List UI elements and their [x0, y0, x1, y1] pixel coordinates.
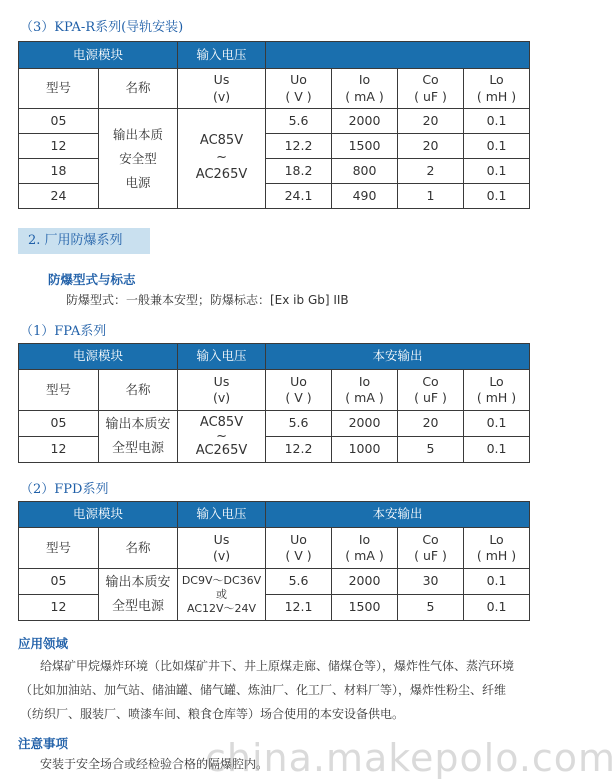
col-uo: Uo ( V ) [266, 528, 332, 569]
cell-model: 24 [19, 184, 99, 209]
cell-uo: 5.6 [266, 569, 332, 595]
cell-lo: 0.1 [464, 184, 530, 209]
col-name: 名称 [99, 69, 178, 109]
cell-name: 输出本质安 全型电源 [99, 569, 178, 621]
col-co: Co ( uF ) [398, 370, 464, 411]
cell-lo: 0.1 [464, 109, 530, 134]
cell-voltage: AC85V ~ AC265V [178, 109, 266, 209]
cell-io: 1500 [332, 595, 398, 621]
cell-model: 05 [19, 411, 99, 437]
cell-voltage: DC9V～DC36V 或 AC12V～24V [178, 569, 266, 621]
kpa-section-title: （3）KPA-R系列(导轨安装) [20, 20, 184, 35]
cell-co: 2 [398, 159, 464, 184]
cell-co: 1 [398, 184, 464, 209]
cell-lo: 0.1 [464, 134, 530, 159]
cell-lo: 0.1 [464, 411, 530, 437]
cell-uo: 12.1 [266, 595, 332, 621]
table-row [19, 184, 530, 209]
col-model: 型号 [19, 69, 99, 109]
fpa-section-title: （1）FPA系列 [20, 324, 107, 339]
cell-voltage: AC85V ~ AC265V [178, 411, 266, 463]
cell-model: 05 [19, 569, 99, 595]
cell-model: 05 [19, 109, 99, 134]
cell-name: 输出本质 安全型 电源 [99, 109, 178, 209]
application-line-1: 给煤矿甲烷爆炸环境（比如煤矿井下、井上原煤走廊、储煤仓等），爆炸性气体、蒸汽环境 [40, 659, 515, 673]
kpa-spec-table [18, 41, 530, 209]
cell-io: 2000 [332, 411, 398, 437]
table-row [19, 569, 530, 595]
application-line-3: （纺织厂、服装厂、喷漆车间、粮食仓库等）场合使用的本安设备供电。 [20, 707, 405, 721]
header-output: 本安输出 [266, 502, 530, 528]
cell-model: 12 [19, 437, 99, 463]
cell-lo: 0.1 [464, 595, 530, 621]
header-power-module: 电源模块 [19, 344, 178, 370]
col-lo: Lo ( mH ) [464, 528, 530, 569]
col-model: 型号 [19, 370, 99, 411]
col-uo: Uo ( V ) [266, 69, 332, 109]
cell-lo: 0.1 [464, 159, 530, 184]
table-row [19, 159, 530, 184]
header-output [266, 42, 530, 69]
cell-uo: 18.2 [266, 159, 332, 184]
header-input-voltage: 输入电压 [178, 42, 266, 69]
cell-model: 12 [19, 134, 99, 159]
cell-co: 20 [398, 134, 464, 159]
cell-uo: 5.6 [266, 411, 332, 437]
col-io: Io ( mA ) [332, 370, 398, 411]
header-power-module: 电源模块 [19, 42, 178, 69]
cell-co: 5 [398, 595, 464, 621]
table-row [19, 411, 530, 437]
cell-co: 20 [398, 411, 464, 437]
fpd-spec-table [18, 501, 530, 621]
col-uo: Uo ( V ) [266, 370, 332, 411]
application-line-2: （比如加油站、加气站、储油罐、储气罐、炼油厂、化工厂、材料厂等），爆炸性粉尘、纤维 [20, 683, 507, 697]
cell-io: 2000 [332, 569, 398, 595]
cell-model: 12 [19, 595, 99, 621]
col-io: Io ( mA ) [332, 528, 398, 569]
cell-uo: 24.1 [266, 184, 332, 209]
fpd-section-title: （2）FPD系列 [20, 482, 109, 497]
col-io: Io ( mA ) [332, 69, 398, 109]
application-heading: 应用领域 [18, 636, 69, 651]
explosion-text: 防爆型式：一般兼本安型；防爆标志：[Ex ib Gb] IIB [66, 293, 349, 307]
col-us: Us (v) [178, 528, 266, 569]
cell-io: 1000 [332, 437, 398, 463]
col-us: Us (v) [178, 370, 266, 411]
cell-co: 30 [398, 569, 464, 595]
col-name: 名称 [99, 370, 178, 411]
cell-co: 5 [398, 437, 464, 463]
col-us: Us (v) [178, 69, 266, 109]
cell-io: 2000 [332, 109, 398, 134]
cell-uo: 12.2 [266, 134, 332, 159]
cell-io: 800 [332, 159, 398, 184]
cell-name: 输出本质安 全型电源 [99, 411, 178, 463]
watermark: china.makepolo.com [205, 736, 616, 780]
header-input-voltage: 输入电压 [178, 502, 266, 528]
col-lo: Lo ( mH ) [464, 370, 530, 411]
col-co: Co ( uF ) [398, 528, 464, 569]
explosion-heading: 防爆型式与标志 [48, 272, 136, 287]
table-row [19, 437, 530, 463]
cell-io: 1500 [332, 134, 398, 159]
col-name: 名称 [99, 528, 178, 569]
notes-heading: 注意事项 [18, 736, 69, 751]
header-output: 本安输出 [266, 344, 530, 370]
notes-text: 安装于安全场合或经检验合格的隔爆腔内。 [40, 757, 269, 771]
cell-lo: 0.1 [464, 437, 530, 463]
col-model: 型号 [19, 528, 99, 569]
cell-co: 20 [398, 109, 464, 134]
cell-lo: 0.1 [464, 569, 530, 595]
table-row [19, 595, 530, 621]
fpa-spec-table [18, 343, 530, 463]
cell-uo: 5.6 [266, 109, 332, 134]
table-row [19, 109, 530, 134]
header-power-module: 电源模块 [19, 502, 178, 528]
table-row [19, 134, 530, 159]
cell-uo: 12.2 [266, 437, 332, 463]
header-input-voltage: 输入电压 [178, 344, 266, 370]
col-lo: Lo ( mH ) [464, 69, 530, 109]
col-co: Co ( uF ) [398, 69, 464, 109]
section-banner: 2. 厂用防爆系列 [18, 228, 150, 254]
cell-model: 18 [19, 159, 99, 184]
cell-io: 490 [332, 184, 398, 209]
